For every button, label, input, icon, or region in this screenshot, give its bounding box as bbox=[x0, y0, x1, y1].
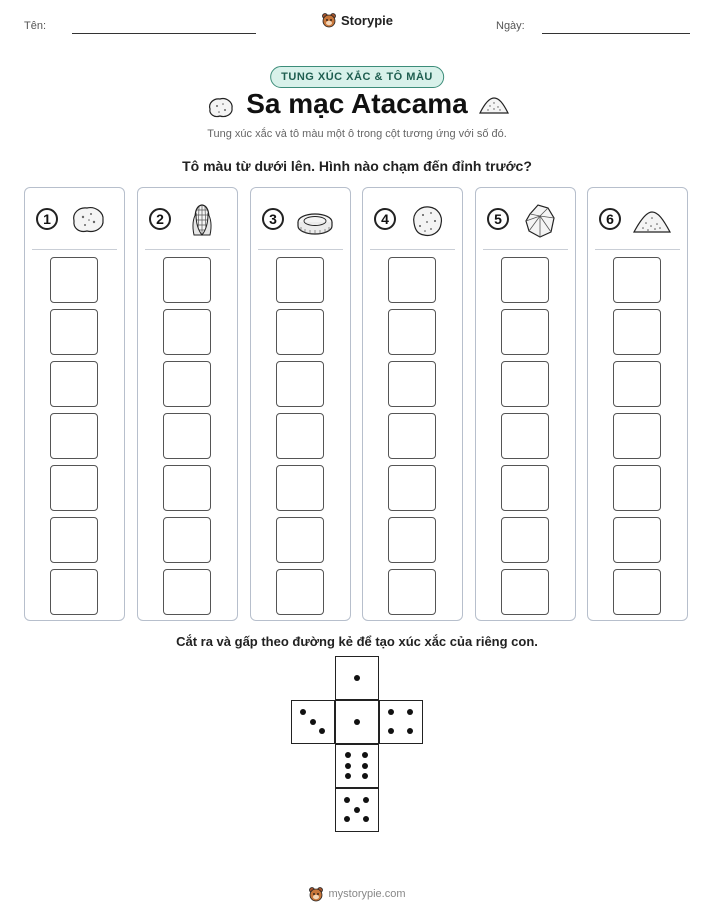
instruction: Tô màu từ dưới lên. Hình nào chạm đến đỉnh trước? bbox=[182, 158, 532, 174]
subtitle: Tung xúc xắc và tô màu một ô trong cột tương ứng với số đó. bbox=[207, 128, 507, 140]
dice-pip bbox=[388, 728, 394, 734]
column-header bbox=[588, 202, 687, 240]
column-divider bbox=[145, 249, 230, 250]
color-cell[interactable] bbox=[501, 569, 549, 615]
color-cell[interactable] bbox=[163, 309, 211, 355]
brand-name: Storypie bbox=[340, 12, 393, 28]
color-cell[interactable] bbox=[50, 569, 98, 615]
bear-mascot-icon bbox=[321, 12, 337, 28]
column-6 bbox=[587, 187, 688, 621]
sand-pile-icon bbox=[632, 202, 672, 238]
color-cell[interactable] bbox=[276, 413, 324, 459]
column-number: 4 bbox=[374, 208, 396, 230]
coin-icon bbox=[295, 202, 335, 238]
color-cell[interactable] bbox=[388, 413, 436, 459]
dice-pip bbox=[362, 752, 368, 758]
color-cell[interactable] bbox=[388, 465, 436, 511]
color-cell[interactable] bbox=[50, 361, 98, 407]
date-line[interactable] bbox=[542, 33, 690, 34]
column-number: 1 bbox=[36, 208, 58, 230]
dice-pip bbox=[345, 773, 351, 779]
color-cell[interactable] bbox=[276, 517, 324, 563]
dice-pip bbox=[354, 675, 360, 681]
column-divider bbox=[595, 249, 680, 250]
name-line[interactable] bbox=[72, 33, 256, 34]
color-cell[interactable] bbox=[613, 413, 661, 459]
column-5 bbox=[475, 187, 576, 621]
column-divider bbox=[258, 249, 343, 250]
brand-logo bbox=[0, 12, 714, 28]
column-1 bbox=[24, 187, 125, 621]
color-cell[interactable] bbox=[50, 257, 98, 303]
color-cell[interactable] bbox=[388, 569, 436, 615]
color-cell[interactable] bbox=[163, 361, 211, 407]
column-divider bbox=[483, 249, 568, 250]
cut-instruction: Cắt ra và gấp theo đường kẻ để tạo xúc xắc của riêng con. bbox=[176, 634, 538, 649]
dice-face bbox=[379, 700, 423, 744]
color-cell[interactable] bbox=[613, 569, 661, 615]
color-cell[interactable] bbox=[613, 361, 661, 407]
dice-pip bbox=[407, 728, 413, 734]
color-cell[interactable] bbox=[163, 413, 211, 459]
color-cell[interactable] bbox=[388, 309, 436, 355]
dice-pip bbox=[354, 807, 360, 813]
activity-badge: TUNG XÚC XẮC & TÔ MÀU bbox=[270, 66, 444, 88]
footer-url[interactable]: mystorypie.com bbox=[328, 888, 406, 900]
color-cell[interactable] bbox=[276, 465, 324, 511]
color-cell[interactable] bbox=[50, 465, 98, 511]
dice-pip bbox=[363, 816, 369, 822]
dice-face bbox=[335, 788, 379, 832]
dice-pip bbox=[407, 709, 413, 715]
dice-face bbox=[291, 700, 335, 744]
crystal-icon bbox=[520, 202, 560, 238]
column-2 bbox=[137, 187, 238, 621]
color-cell[interactable] bbox=[388, 361, 436, 407]
color-cell[interactable] bbox=[501, 309, 549, 355]
rock-icon bbox=[69, 202, 109, 238]
sand-pile-icon bbox=[478, 94, 510, 116]
color-cell[interactable] bbox=[501, 465, 549, 511]
footer bbox=[0, 886, 714, 902]
dice-pip bbox=[362, 773, 368, 779]
column-3 bbox=[250, 187, 351, 621]
column-number: 6 bbox=[599, 208, 621, 230]
dice-pip bbox=[388, 709, 394, 715]
dice-face bbox=[335, 700, 379, 744]
color-cell[interactable] bbox=[163, 257, 211, 303]
potato-icon bbox=[407, 202, 447, 238]
color-cell[interactable] bbox=[276, 309, 324, 355]
dice-pip bbox=[300, 709, 306, 715]
color-cell[interactable] bbox=[613, 465, 661, 511]
color-cell[interactable] bbox=[501, 257, 549, 303]
color-cell[interactable] bbox=[613, 517, 661, 563]
color-cell[interactable] bbox=[501, 517, 549, 563]
color-cell[interactable] bbox=[388, 257, 436, 303]
column-header bbox=[25, 202, 124, 240]
date-label: Ngày: bbox=[496, 20, 525, 32]
column-header bbox=[251, 202, 350, 240]
column-header bbox=[363, 202, 462, 240]
color-cell[interactable] bbox=[276, 361, 324, 407]
dice-face bbox=[335, 744, 379, 788]
color-cell[interactable] bbox=[276, 257, 324, 303]
color-cell[interactable] bbox=[613, 309, 661, 355]
column-header bbox=[138, 202, 237, 240]
color-cell[interactable] bbox=[501, 413, 549, 459]
color-cell[interactable] bbox=[501, 361, 549, 407]
dice-pip bbox=[345, 752, 351, 758]
dice-pip bbox=[319, 728, 325, 734]
column-4 bbox=[362, 187, 463, 621]
color-cell[interactable] bbox=[50, 517, 98, 563]
dice-pip bbox=[310, 719, 316, 725]
column-divider bbox=[370, 249, 455, 250]
color-cell[interactable] bbox=[276, 569, 324, 615]
dice-pip bbox=[363, 797, 369, 803]
color-cell[interactable] bbox=[613, 257, 661, 303]
color-cell[interactable] bbox=[388, 517, 436, 563]
name-label: Tên: bbox=[24, 20, 47, 32]
column-number: 5 bbox=[487, 208, 509, 230]
dice-pip bbox=[344, 816, 350, 822]
color-cell[interactable] bbox=[163, 569, 211, 615]
column-number: 3 bbox=[262, 208, 284, 230]
column-number: 2 bbox=[149, 208, 171, 230]
dice-pip bbox=[362, 763, 368, 769]
dice-face bbox=[335, 656, 379, 700]
color-cell[interactable] bbox=[50, 413, 98, 459]
color-cell[interactable] bbox=[50, 309, 98, 355]
dice-pip bbox=[354, 719, 360, 725]
bear-mascot-icon bbox=[308, 886, 324, 902]
column-divider bbox=[32, 249, 117, 250]
page-title: Sa mạc Atacama bbox=[246, 88, 468, 119]
color-cell[interactable] bbox=[163, 465, 211, 511]
dice-pip bbox=[344, 797, 350, 803]
corn-icon bbox=[182, 202, 222, 238]
column-header bbox=[476, 202, 575, 240]
color-cell[interactable] bbox=[163, 517, 211, 563]
dice-pip bbox=[345, 763, 351, 769]
